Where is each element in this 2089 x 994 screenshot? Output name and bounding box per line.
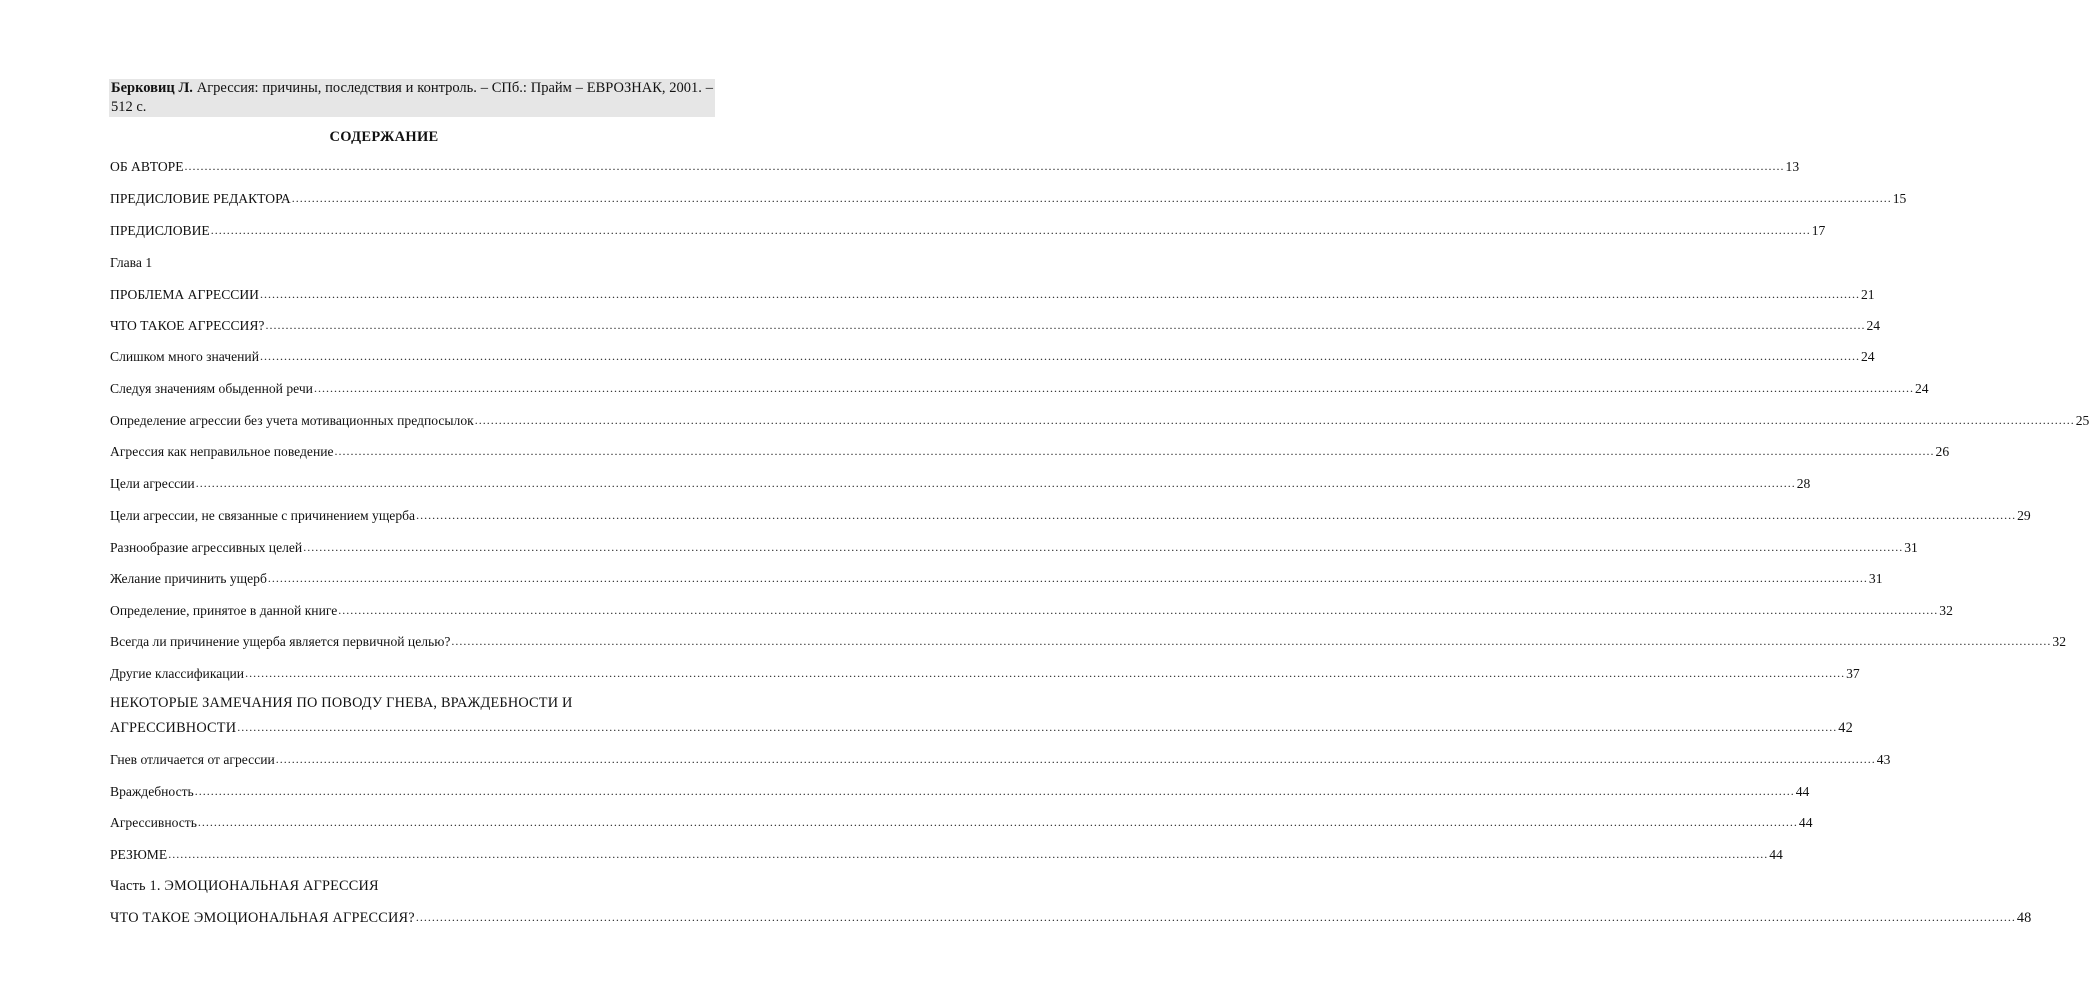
- toc-entry-page: 29: [2017, 508, 2031, 523]
- toc-entry: [110, 190, 1907, 208]
- toc-entry-page: 31: [1868, 571, 1883, 586]
- toc-entry-page: 28: [1796, 476, 1811, 491]
- toc-entry: [110, 783, 1810, 801]
- toc-entry-page: 42: [1838, 720, 1853, 736]
- toc-entry: [110, 412, 2089, 430]
- toc-entry-title: Гнев отличается от агрессии: [110, 752, 275, 767]
- toc-entry-title: АГРЕССИВНОСТИ: [110, 720, 237, 736]
- toc-entry: [110, 751, 1891, 769]
- toc-entry: [110, 909, 2032, 927]
- toc-entry-page: 21: [1860, 287, 1875, 302]
- toc-dot-leader: ................................................................................................................................................................................................................................................................................................................................................................................................................: [194, 784, 1795, 798]
- toc-dot-leader: ................................................................................................................................................................................................................................................................................................................................................................................................................: [245, 666, 1846, 680]
- toc-dot-leader: ................................................................................................................................................................................................................................................................................................................................................................................................................: [451, 634, 2052, 648]
- toc-entry-title: Всегда ли причинение ущерба является первичной целью?: [110, 634, 451, 649]
- toc-entry-title: Враждебность: [110, 784, 194, 799]
- toc-entry: [110, 665, 1860, 683]
- toc-entry-title: Определение, принятое в данной книге: [110, 603, 338, 618]
- toc-entry: [110, 719, 1853, 737]
- toc-entry-page: 15: [1892, 191, 1907, 206]
- toc-entry-title: Разнообразие агрессивных целей: [110, 540, 303, 555]
- toc-entry-page: 24: [1860, 349, 1875, 364]
- toc-entry-page: 24: [1866, 318, 1881, 333]
- toc-entry-title: Другие классификации: [110, 666, 245, 681]
- toc-entry-title: ЧТО ТАКОЕ ЭМОЦИОНАЛЬНАЯ АГРЕССИЯ?: [110, 910, 415, 926]
- toc-entry-title: ПРЕДИСЛОВИЕ: [110, 223, 210, 238]
- toc-entry: [110, 814, 1813, 832]
- toc-dot-leader: ................................................................................................................................................................................................................................................................................................................................................................................................................: [259, 349, 1860, 363]
- toc-dot-leader: ................................................................................................................................................................................................................................................................................................................................................................................................................: [275, 752, 1876, 766]
- toc-entry: [110, 602, 1953, 620]
- toc-dot-leader: ................................................................................................................................................................................................................................................................................................................................................................................................................: [237, 720, 1838, 734]
- toc-entry-title: Слишком много значений: [110, 349, 259, 364]
- toc-entry: [110, 539, 1918, 557]
- toc-dot-leader: ................................................................................................................................................................................................................................................................................................................................................................................................................: [334, 444, 1935, 458]
- toc-entry: [110, 317, 1881, 335]
- toc-entry-title: Агрессия как неправильное поведение: [110, 444, 334, 459]
- toc-dot-leader: ................................................................................................................................................................................................................................................................................................................................................................................................................: [210, 223, 1811, 237]
- toc-entry-title: Желание причинить ущерб: [110, 571, 267, 586]
- toc-entry-title: Цели агрессии, не связанные с причинением ущерба: [110, 508, 416, 523]
- toc-dot-leader: ................................................................................................................................................................................................................................................................................................................................................................................................................: [195, 476, 1796, 490]
- toc-dot-leader: ................................................................................................................................................................................................................................................................................................................................................................................................................: [168, 847, 1769, 861]
- toc-entry-title: Определение агрессии без учета мотивационных предпосылок: [110, 413, 474, 428]
- toc-entry: [110, 222, 1826, 240]
- toc-dot-leader: ................................................................................................................................................................................................................................................................................................................................................................................................................: [338, 603, 1939, 617]
- toc-entry-page: 25: [2075, 413, 2089, 428]
- toc-entry-page: 48: [2016, 910, 2032, 926]
- toc-entry-title: ОБ АВТОРЕ: [110, 159, 184, 174]
- toc-section-label: Глава 1: [110, 255, 153, 270]
- toc-entry-page: 44: [1798, 815, 1813, 830]
- toc-entry: [110, 158, 1800, 176]
- toc-dot-leader: ................................................................................................................................................................................................................................................................................................................................................................................................................: [415, 910, 2016, 924]
- citation-text: Агрессия: причины, последствия и контроль. – СПб.: Прайм – ЕВРОЗНАК, 2001. – 512 с.: [111, 80, 714, 115]
- citation-author: Берковиц Л.: [111, 80, 193, 96]
- toc-entry-page: 32: [1939, 603, 1953, 618]
- toc-dot-leader: ................................................................................................................................................................................................................................................................................................................................................................................................................: [184, 159, 1785, 173]
- toc-section-label: Часть 1. ЭМОЦИОНАЛЬНАЯ АГРЕССИЯ: [110, 878, 379, 894]
- toc-entry-page: 43: [1876, 752, 1891, 767]
- toc-dot-leader: ................................................................................................................................................................................................................................................................................................................................................................................................................: [197, 815, 1798, 829]
- toc-entry: [110, 443, 1950, 461]
- toc-entry-page: 44: [1795, 784, 1810, 799]
- toc-entry: [110, 507, 2031, 525]
- toc-entry: [110, 348, 1875, 366]
- toc-entry-title: Цели агрессии: [110, 476, 195, 491]
- toc-dot-leader: ................................................................................................................................................................................................................................................................................................................................................................................................................: [313, 381, 1914, 395]
- toc-dot-leader: ................................................................................................................................................................................................................................................................................................................................................................................................................: [265, 318, 1866, 332]
- toc-entry-title: ПРОБЛЕМА АГРЕССИИ: [110, 287, 259, 302]
- toc-dot-leader: ................................................................................................................................................................................................................................................................................................................................................................................................................: [474, 413, 2075, 427]
- toc-entry-page: 17: [1811, 223, 1826, 238]
- toc-entry-page: 26: [1935, 444, 1950, 459]
- toc-entry-page: 37: [1846, 666, 1860, 681]
- contents-heading: СОДЕРЖАНИЕ: [329, 129, 439, 145]
- toc-entry-page: 13: [1785, 159, 1800, 174]
- toc-entry: [110, 570, 1883, 588]
- toc-entry-title: ПРЕДИСЛОВИЕ РЕДАКТОРА: [110, 191, 291, 206]
- toc-entry-title: Следуя значениям обыденной речи: [110, 381, 313, 396]
- toc-entry: [110, 846, 1783, 864]
- toc-dot-leader: ................................................................................................................................................................................................................................................................................................................................................................................................................: [267, 571, 1868, 585]
- toc-entry: [110, 380, 1929, 398]
- toc-entry-title: РЕЗЮМЕ: [110, 847, 168, 862]
- toc-dot-leader: ................................................................................................................................................................................................................................................................................................................................................................................................................: [416, 508, 2017, 522]
- toc-entry-page: 31: [1904, 540, 1918, 555]
- toc-entry: [110, 475, 1811, 493]
- toc-section-label: НЕКОТОРЫЕ ЗАМЕЧАНИЯ ПО ПОВОДУ ГНЕВА, ВРАЖДЕБНОСТИ И: [110, 695, 573, 711]
- toc-entry-page: 32: [2052, 634, 2067, 649]
- toc-entry-page: 44: [1769, 847, 1783, 862]
- toc-entry-title: Агрессивность: [110, 815, 197, 830]
- toc-dot-leader: ................................................................................................................................................................................................................................................................................................................................................................................................................: [259, 287, 1860, 301]
- toc-dot-leader: ................................................................................................................................................................................................................................................................................................................................................................................................................: [291, 191, 1892, 205]
- toc-entry: [110, 286, 1875, 304]
- toc-entry-title: ЧТО ТАКОЕ АГРЕССИЯ?: [110, 318, 265, 333]
- toc-entry: [110, 633, 2067, 651]
- citation-block: [109, 79, 715, 117]
- toc-entry-page: 24: [1914, 381, 1929, 396]
- toc-dot-leader: ................................................................................................................................................................................................................................................................................................................................................................................................................: [303, 540, 1904, 554]
